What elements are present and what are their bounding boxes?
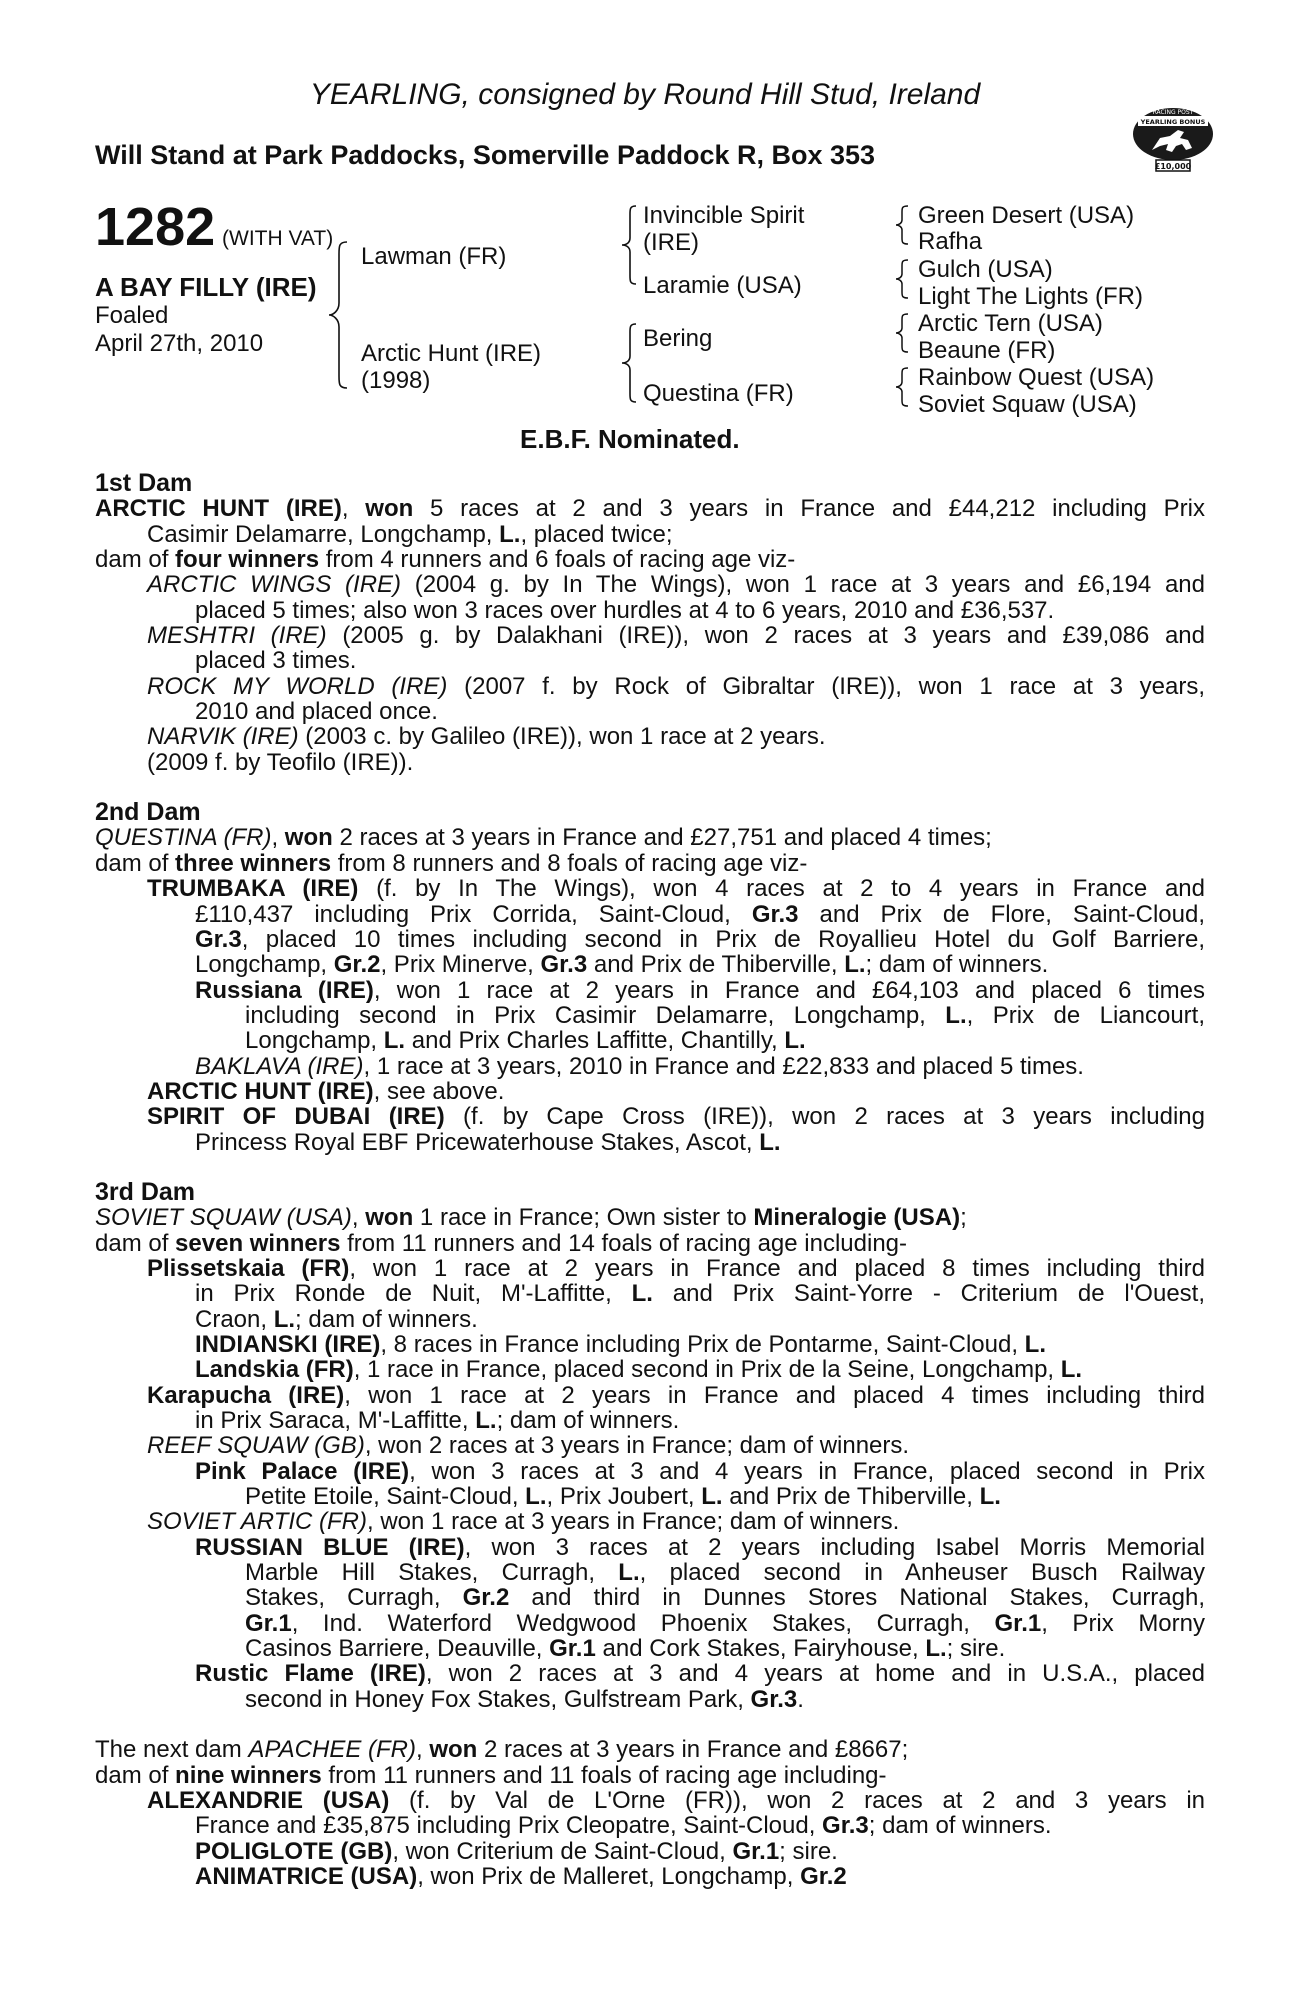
pedigree-dam-line1: Arctic Hunt (IRE) (361, 340, 542, 367)
dam3-line: INDIANSKI (IRE), 8 races in France including Prix de Pontarme, Saint-Cloud, L. (195, 1331, 1046, 1358)
dam1-line: ROCK MY WORLD (IRE) (2007 f. by Rock of Gibraltar (IRE)), won 1 race at 3 years, (147, 672, 1206, 700)
dam2-line: SPIRIT OF DUBAI (IRE) (f. by Cape Cross (IRE)), won 2 races at 3 years including (147, 1103, 1205, 1131)
next-dam-line: ANIMATRICE (USA), won Prix de Malleret, Longchamp, Gr.2 (195, 1862, 847, 1890)
pedigree-g-sds: Gulch (USA) (918, 256, 1053, 283)
lot-number: 1282 (95, 197, 216, 257)
dam2-line: QUESTINA (FR), won 2 races at 3 years in France and £27,751 and placed 4 times; (95, 824, 992, 852)
dam3-line: second in Honey Fox Stakes, Gulfstream Park, Gr.3. (245, 1685, 804, 1713)
next-dam-line: POLIGLOTE (GB), won Criterium de Saint-Cloud, Gr.1; sire. (195, 1837, 838, 1865)
pedigree-g-dss: Arctic Tern (USA) (918, 310, 1103, 337)
yearling-bonus-badge-icon (1130, 100, 1216, 180)
stand-location: Will Stand at Park Paddocks, Somerville Paddock R, Box 353 (95, 140, 876, 170)
dam3-line: Petite Etoile, Saint-Cloud, L., Prix Joubert, L. and Prix de Thiberville, L. (245, 1483, 1001, 1511)
pedigree-dam-line2: (1998) (361, 367, 431, 394)
pedigree-sire-dam: Laramie (USA) (643, 272, 802, 299)
lot-description: A BAY FILLY (IRE) (95, 272, 317, 302)
foaled-date: April 27th, 2010 (95, 330, 264, 357)
dam1-line: dam of four winners from 4 runners and 6 foals of racing age viz- (95, 546, 796, 574)
dam2-line: dam of three winners from 8 runners and 8 foals of racing age viz- (95, 849, 808, 877)
dam3-line: Casinos Barriere, Deauville, Gr.1 and Cork Stakes, Fairyhouse, L.; sire. (245, 1635, 1006, 1663)
dam3-line: Pink Palace (IRE), won 3 races at 3 and 4 years in France, placed second in Prix (195, 1457, 1205, 1485)
dam3-line: Landskia (FR), 1 race in France, placed second in Prix de la Seine, Longchamp, L. (195, 1356, 1083, 1384)
pedigree-sire-sire-line2: (IRE) (643, 229, 699, 256)
dam1-line: placed 3 times. (195, 647, 357, 675)
next-dam-line: ALEXANDRIE (USA) (f. by Val de L'Orne (FR)), won 2 races at 2 and 3 years in (147, 1786, 1205, 1814)
dam1-line: 2010 and placed once. (195, 698, 438, 726)
pedigree-g-sdd: Light The Lights (FR) (918, 283, 1143, 310)
next-dam-line: dam of nine winners from 11 runners and 11 foals of racing age including- (95, 1761, 887, 1789)
dam1-line: NARVIK (IRE) (2003 c. by Galileo (IRE)), won 1 race at 2 years. (147, 723, 826, 751)
foaled-info (95, 302, 263, 358)
badge-line1: RACING POST (1152, 109, 1194, 116)
foaled-label: Foaled (95, 302, 169, 329)
dam1-line: placed 5 times; also won 3 races over hurdles at 4 to 6 years, 2010 and £36,537. (195, 596, 1055, 624)
pedigree-g-ddd: Soviet Squaw (USA) (918, 391, 1137, 418)
dam2-line: Princess Royal EBF Pricewaterhouse Stakes, Ascot, L. (195, 1128, 781, 1156)
pedigree-brace-dam (618, 322, 642, 404)
dam3-line: in Prix Saraca, M'-Laffitte, L.; dam of winners. (195, 1407, 680, 1435)
pedigree-brace-sire (618, 204, 642, 286)
next-dam-line: France and £35,875 including Prix Cleopatre, Saint-Cloud, Gr.3; dam of winners. (195, 1812, 1052, 1840)
dam1-line: ARCTIC HUNT (IRE), won 5 races at 2 and 3 years in France and £44,212 including Prix (95, 495, 1205, 523)
pedigree-brace-g1 (892, 204, 914, 246)
dam3-line: SOVIET ARTIC (FR), won 1 race at 3 years in France; dam of winners. (147, 1508, 900, 1536)
dam1-line: MESHTRI (IRE) (2005 g. by Dalakhani (IRE)), won 2 races at 3 years and £39,086 and (147, 622, 1205, 650)
next-dam-line: The next dam APACHEE (FR), won 2 races at 3 years in France and £8667; (95, 1736, 909, 1764)
ebf-nominated: E.B.F. Nominated. (520, 424, 740, 454)
badge-amount: £10,000 (1154, 162, 1192, 171)
pedigree-brace-g3 (892, 312, 914, 354)
dam2-line: Gr.3, placed 10 times including second in Prix de Royallieu Hotel du Golf Barriere, (195, 925, 1205, 953)
pedigree-g-dds: Rainbow Quest (USA) (918, 364, 1155, 391)
dam2-line: including second in Prix Casimir Delamarre, Longchamp, L., Prix de Liancourt, (245, 1001, 1205, 1029)
badge-line2: YEARLING BONUS (1140, 118, 1206, 126)
pedigree-dam-dam: Questina (FR) (643, 380, 794, 407)
dam3-line: Plissetskaia (FR), won 1 race at 2 years in France and placed 8 times including third (147, 1254, 1205, 1282)
dam3-line: RUSSIAN BLUE (IRE), won 3 races at 2 years including Isabel Morris Memorial (195, 1533, 1206, 1561)
pedigree-sire: Lawman (FR) (361, 243, 507, 270)
dam3-line: Gr.1, Ind. Waterford Wedgwood Phoenix Stakes, Curragh, Gr.1, Prix Morny (245, 1609, 1205, 1637)
dam3-line: Craon, L.; dam of winners. (195, 1305, 478, 1333)
dam3-heading: 3rd Dam (95, 1177, 196, 1206)
pedigree-sire-sire-line1: Invincible Spirit (643, 202, 805, 229)
pedigree-brace-g2 (892, 258, 914, 300)
dam3-line: Marble Hill Stakes, Curragh, L., placed second in Anheuser Busch Railway (245, 1559, 1206, 1587)
dam2-line: TRUMBAKA (IRE) (f. by In The Wings), won 4 races at 2 to 4 years in France and (147, 875, 1205, 903)
dam2-heading: 2nd Dam (95, 798, 201, 827)
pedigree-g-dsd: Beaune (FR) (918, 337, 1056, 364)
dam1-line: (2009 f. by Teofilo (IRE)). (147, 748, 414, 776)
dam2-line: Longchamp, Gr.2, Prix Minerve, Gr.3 and Prix de Thiberville, L.; dam of winners. (195, 951, 1049, 979)
dam3-line: Stakes, Curragh, Gr.2 and third in Dunnes Stores National Stakes, Curragh, (245, 1584, 1206, 1612)
dam1-line: Casimir Delamarre, Longchamp, L., placed twice; (147, 520, 673, 548)
dam2-line: BAKLAVA (IRE), 1 race at 3 years, 2010 in France and £22,833 and placed 5 times. (195, 1052, 1084, 1080)
pedigree-g-sss: Green Desert (USA) (918, 202, 1135, 229)
pedigree-brace-g4 (892, 366, 914, 408)
dam1-line: ARCTIC WINGS (IRE) (2004 g. by In The Wings), won 1 race at 3 years and £6,194 and (147, 571, 1205, 599)
pedigree-brace-main (325, 240, 355, 390)
pedigree-g-ssd: Rafha (918, 228, 983, 255)
dam2-line: Longchamp, L. and Prix Charles Laffitte, Chantilly, L. (245, 1027, 806, 1055)
catalogue-body (95, 471, 1205, 1889)
dam3-line: in Prix Ronde de Nuit, M'-Laffitte, L. and Prix Saint-Yorre - Criterium de l'Ouest, (195, 1280, 1205, 1308)
pedigree-dam-sire: Bering (643, 325, 713, 352)
dam3-line: Karapucha (IRE), won 1 race at 2 years in France and placed 4 times including third (147, 1381, 1205, 1409)
consignor-line: YEARLING, consigned by Round Hill Stud, Ireland (309, 78, 981, 111)
dam2-line: ARCTIC HUNT (IRE), see above. (147, 1077, 505, 1105)
dam2-line: Russiana (IRE), won 1 race at 2 years in France and £64,103 and placed 6 times (195, 976, 1205, 1004)
dam1-heading: 1st Dam (95, 469, 193, 497)
dam2-line: £110,437 including Prix Corrida, Saint-Cloud, Gr.3 and Prix de Flore, Saint-Cloud, (195, 900, 1206, 928)
dam3-line: dam of seven winners from 11 runners and 14 foals of racing age including- (95, 1229, 908, 1257)
dam3-line: REEF SQUAW (GB), won 2 races at 3 years in France; dam of winners. (147, 1432, 910, 1460)
dam3-line: SOVIET SQUAW (USA), won 1 race in France; Own sister to Mineralogie (USA); (95, 1204, 967, 1232)
vat-note: (WITH VAT) (222, 227, 334, 250)
dam3-line: Rustic Flame (IRE), won 2 races at 3 and 4 years at home and in U.S.A., placed (195, 1660, 1205, 1688)
